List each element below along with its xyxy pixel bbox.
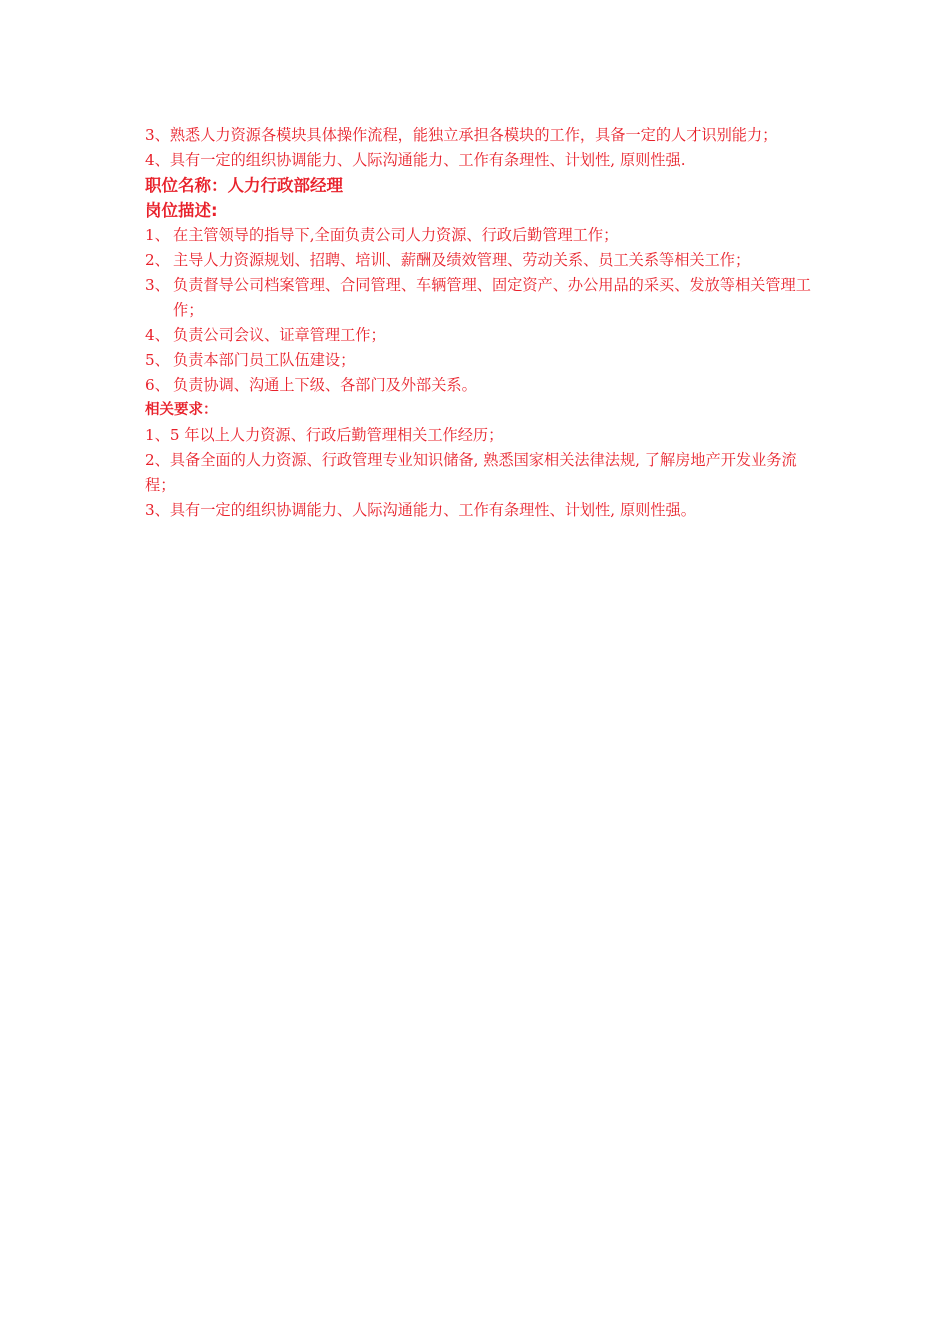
description-heading: 岗位描述:	[145, 201, 218, 220]
requirement-item: 2、具备全面的人力资源、行政管理专业知识储备, 熟悉国家相关法律法规, 了解房地产开发业务流程；	[145, 451, 797, 494]
position-title: 职位名称：人力行政部经理	[145, 176, 343, 195]
item-number: 3、	[145, 276, 170, 294]
item-text: 在主管领导的指导下,全面负责公司人力资源、行政后勤管理工作；	[173, 226, 619, 244]
intro-item: 4、具有一定的组织协调能力、人际沟通能力、工作有条理性、计划性, 原则性强.	[145, 151, 686, 169]
item-text: 负责公司会议、证章管理工作；	[173, 326, 386, 344]
item-text: 负责协调、沟通上下级、各部门及外部关系。	[173, 376, 477, 394]
item-text: 主导人力资源规划、招聘、培训、薪酬及绩效管理、劳动关系、员工关系等相关工作；	[173, 251, 751, 269]
description-item	[145, 323, 813, 348]
item-number: 1、	[145, 226, 170, 244]
description-item	[145, 223, 813, 248]
item-text: 负责督导公司档案管理、合同管理、车辆管理、固定资产、办公用品的采买、发放等相关管理工作；	[173, 276, 811, 319]
item-number: 5、	[145, 351, 170, 369]
item-number: 4、	[145, 326, 170, 344]
requirements-heading: 相关要求：	[145, 402, 218, 418]
item-text: 负责本部门员工队伍建设；	[173, 351, 356, 369]
description-item	[145, 373, 813, 398]
document-body	[145, 123, 813, 523]
intro-item: 3、熟悉人力资源各模块具体操作流程，能独立承担各模块的工作，具备一定的人才识别能力；	[145, 126, 778, 144]
description-item	[145, 348, 813, 373]
description-item	[145, 248, 813, 273]
item-number: 2、	[145, 251, 170, 269]
description-item	[145, 273, 813, 323]
requirement-item: 1、5 年以上人力资源、行政后勤管理相关工作经历；	[145, 426, 504, 444]
requirement-item: 3、具有一定的组织协调能力、人际沟通能力、工作有条理性、计划性, 原则性强。	[145, 501, 696, 519]
item-number: 6、	[145, 376, 170, 394]
